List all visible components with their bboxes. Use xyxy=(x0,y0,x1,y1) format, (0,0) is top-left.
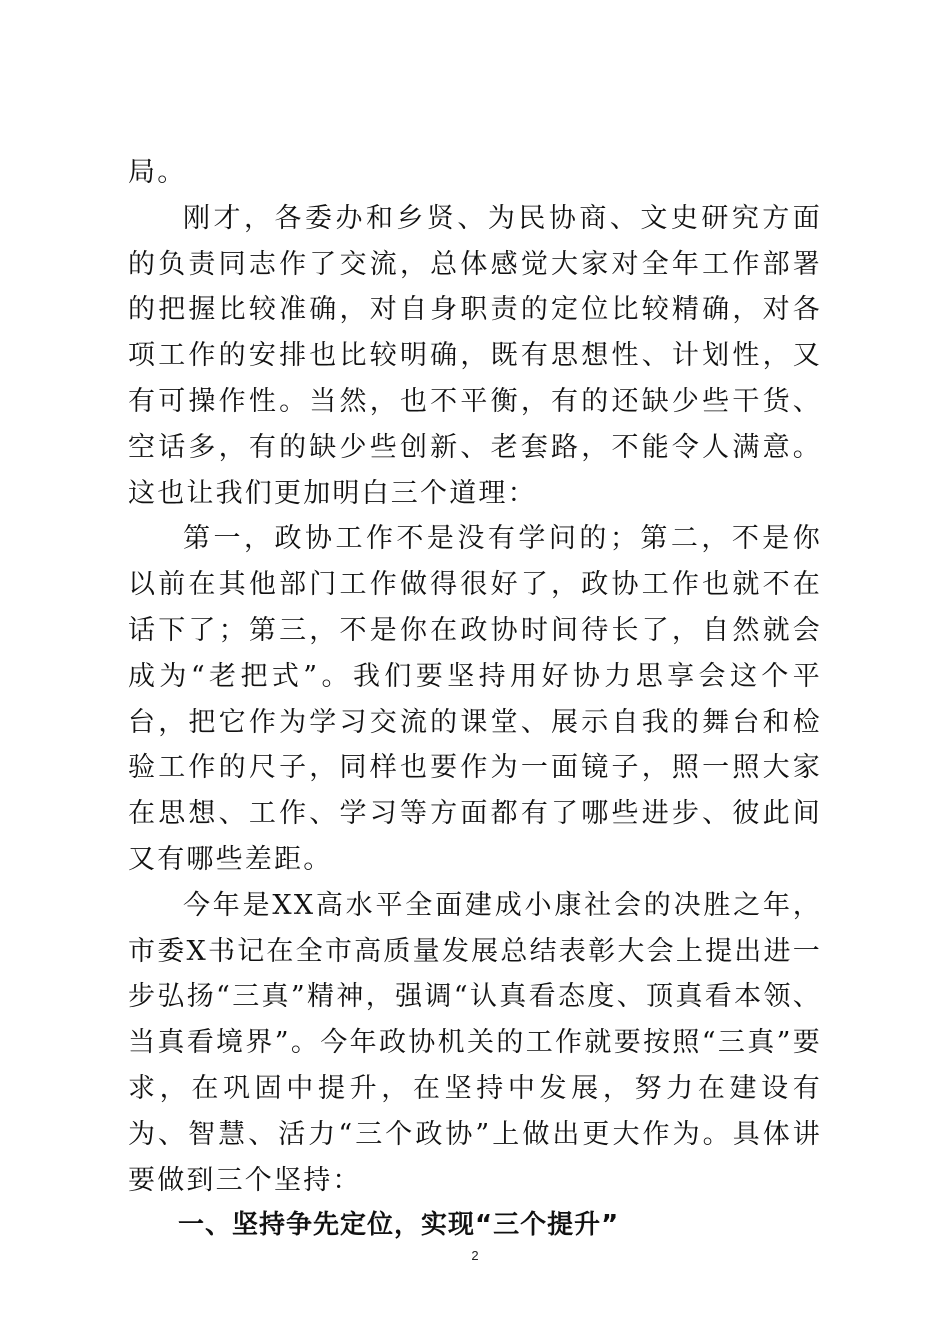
document-body xyxy=(128,150,822,1249)
section-heading: 一、坚持争先定位，实现“三个提升” xyxy=(178,1210,620,1241)
paragraph-exchange-summary: 刚才，各委办和乡贤、为民协商、文史研究方面的负责同志作了交流，总体感觉大家对全年工作部署的把握比较准确，对自身职责的定位比较精确，对各项工作的安排也比较明确，既有思想性、计划性，又有可操作性。当然，也不平衡，有的还缺少些干货、空话多，有的缺少些创新、老套路，不能令人满意。这也让我们更加明白三个道理： xyxy=(128,202,822,509)
paragraph-annual-goals: 今年是XX高水平全面建成小康社会的决胜之年，市委X书记在全市高质量发展总结表彰大会上提出进一步弘扬“三真”精神，强调“认真看态度、顶真看本领、当真看境界”。今年政协机关的工作就要按照“三真”要求，在巩固中提升，在坚持中发展，努力在建设有为、智慧、活力“三个政协”上做出更大作为。具体讲要做到三个坚持： xyxy=(128,889,822,1196)
page-number: 2 xyxy=(471,1248,479,1263)
paragraph-continuation: 局。 xyxy=(128,157,187,188)
paragraph-three-principles: 第一，政协工作不是没有学问的；第二，不是你以前在其他部门工作做得很好了，政协工作也就不在话下了；第三，不是你在政协时间待长了，自然就会成为“老把式”。我们要坚持用好协力思享会这个平台，把它作为学习交流的课堂、展示自我的舞台和检验工作的尺子，同样也要作为一面镜子，照一照大家在思想、工作、学习等方面都有了哪些进步、彼此间又有哪些差距。 xyxy=(128,523,822,875)
